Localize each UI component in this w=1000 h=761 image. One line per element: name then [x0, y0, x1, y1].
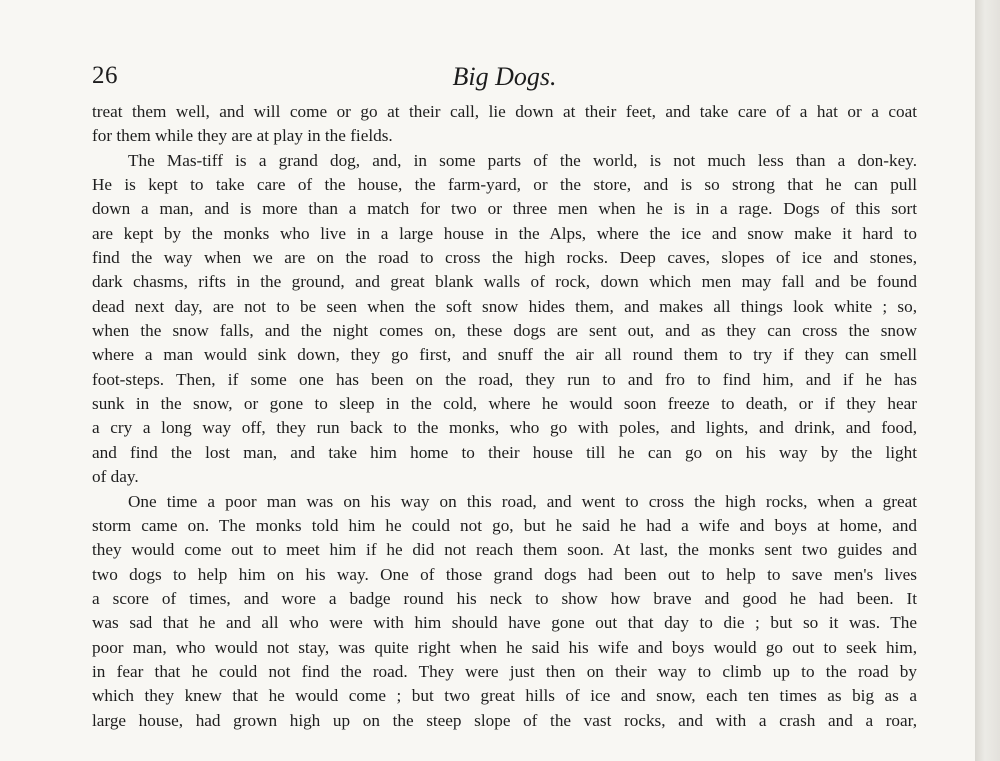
paragraph-1: [92, 100, 917, 149]
text-line: He is kept to take care of the house, the farm-yard, or the store, and is so strong that he can pull: [92, 175, 917, 195]
page-edge: [975, 0, 1000, 761]
text-line: large house, had grown high up on the steep slope of the vast rocks, and with a crash and a roar,: [92, 710, 917, 730]
text-line: two dogs to help him on his way. One of those grand dogs had been out to help to save men's lives: [92, 564, 917, 584]
text-line: storm came on. The monks told him he could not go, but he said he had a wife and boys at home, and: [92, 515, 917, 535]
text-line: in fear that he could not find the road. They were just then on their way to climb up to the road by: [92, 661, 917, 681]
text-line: foot-steps. Then, if some one has been on the road, they run to and fro to find him, and if he has: [92, 369, 917, 389]
page-number: 26: [92, 62, 118, 89]
text-line: treat them well, and will come or go at their call, lie down at their feet, and take care of a hat or a coat: [92, 102, 917, 121]
text-line: One time a poor man was on his way on this road, and went to cross the high rocks, when a great: [128, 491, 917, 511]
text-line: and find the lost man, and take him home to their house till he can go on his way by the light: [92, 442, 917, 462]
text-line: sunk in the snow, or gone to sleep in the cold, where he would soon freeze to death, or if they hear: [92, 394, 917, 414]
text-line: down a man, and is more than a match for two or three men when he is in a rage. Dogs of this sort: [92, 199, 917, 219]
text-line: dead next day, are not to be seen when the soft snow hides them, and makes all things look white ; so,: [92, 296, 917, 316]
text-line: are kept by the monks who live in a large house in the Alps, where the ice and snow make it hard to: [92, 223, 917, 243]
text-line: of day.: [92, 467, 139, 487]
page-header: [92, 62, 917, 98]
text-line: where a man would sink down, they go first, and snuff the air all round them to try if they can smell: [92, 345, 917, 365]
text-line: they would come out to meet him if he did not reach them soon. At last, the monks sent two guides and: [92, 540, 917, 560]
text-line: which they knew that he would come ; but two great hills of ice and snow, each ten times as big as a: [92, 686, 917, 706]
text-line: was sad that he and all who were with him should have gone out that day to die ; but so it was. The: [92, 613, 917, 633]
body-text: [92, 100, 917, 733]
text-line: a cry a long way off, they run back to the monks, who go with poles, and lights, and drink, and food,: [92, 418, 917, 438]
text-line: for them while they are at play in the fields.: [92, 126, 393, 146]
text-line: The Mas-tiff is a grand dog, and, in some parts of the world, is not much less than a don-key.: [128, 150, 917, 170]
text-line: when the snow falls, and the night comes on, these dogs are sent out, and as they can cross the snow: [92, 321, 917, 341]
text-line: find the way when we are on the road to cross the high rocks. Deep caves, slopes of ice and stones,: [92, 248, 917, 268]
running-title: Big Dogs.: [452, 62, 557, 91]
text-line: dark chasms, rifts in the ground, and great blank walls of rock, down which men may fall and be found: [92, 272, 917, 292]
text-line: poor man, who would not stay, was quite right when he said his wife and boys would go out to seek him,: [92, 637, 917, 657]
text-line: a score of times, and wore a badge round his neck to show how brave and good he had been. It: [92, 588, 917, 608]
paragraph-2: [92, 149, 917, 490]
paragraph-3: [92, 490, 917, 733]
